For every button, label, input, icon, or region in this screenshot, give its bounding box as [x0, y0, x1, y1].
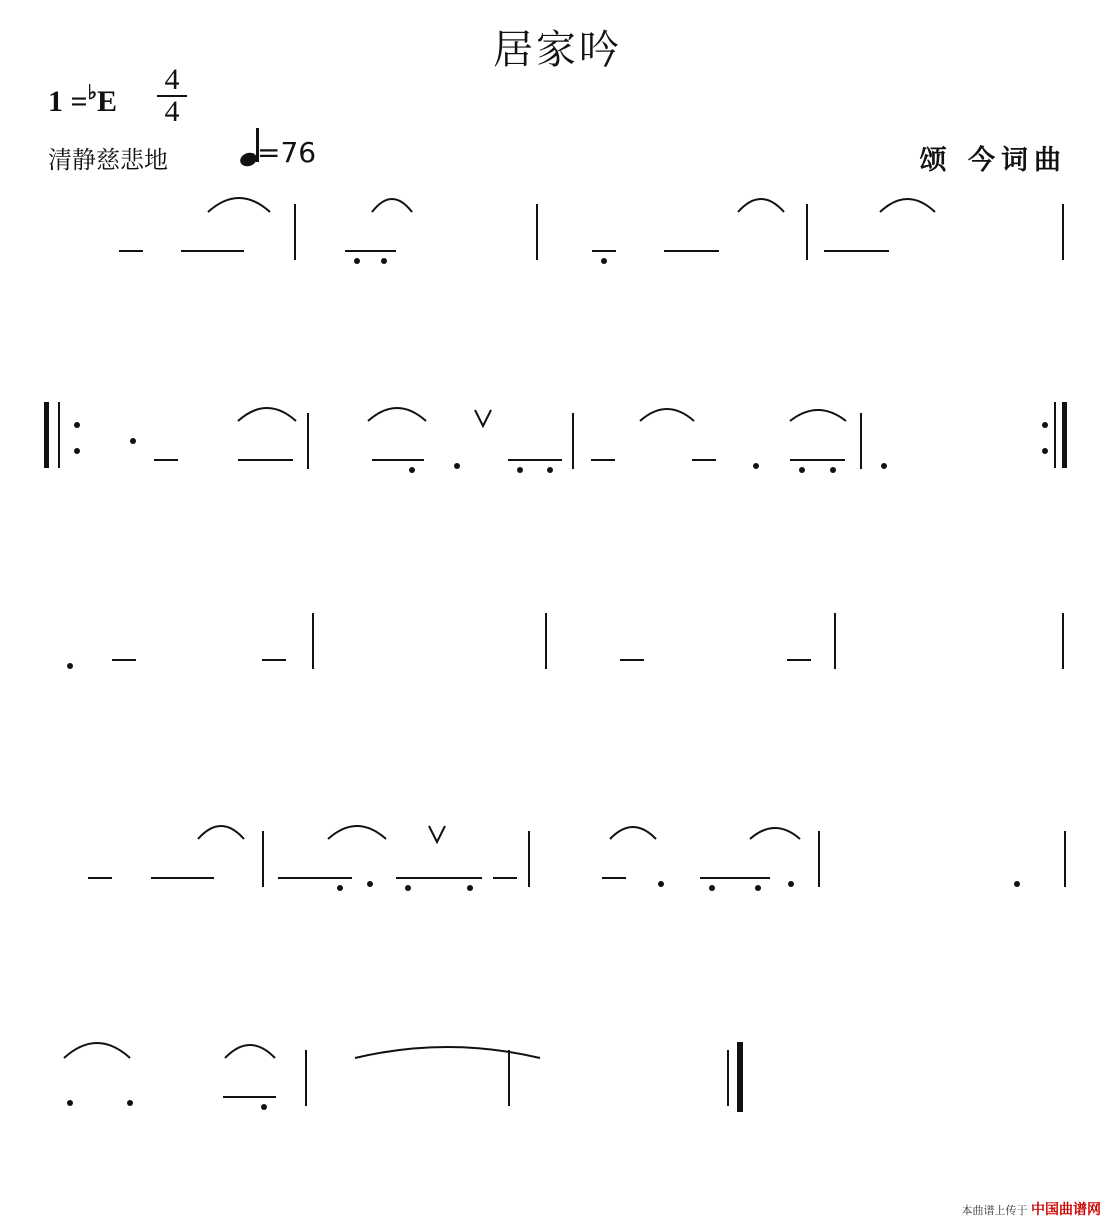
time-top: 4 — [164, 63, 180, 96]
tie-slur — [738, 199, 784, 212]
tie-slur — [880, 199, 935, 212]
tie-slur — [790, 410, 846, 421]
footer — [962, 1199, 1102, 1219]
key-flat: ♭ — [87, 82, 98, 104]
tie-slur — [198, 826, 244, 839]
tie-slur — [238, 408, 296, 421]
breath-mark — [475, 410, 491, 426]
tie-slur — [640, 409, 694, 421]
footer-text: 本曲谱上传于 — [961, 1204, 1028, 1217]
song-title: 居家吟 — [493, 27, 622, 73]
tie-slur — [610, 827, 656, 839]
tie-slur — [64, 1043, 130, 1058]
tie-slur — [355, 1047, 540, 1058]
tie-slur — [225, 1045, 275, 1058]
tie-slur — [372, 199, 412, 212]
tempo-value: =76 — [257, 136, 317, 169]
tie-slur — [368, 408, 426, 421]
time-bottom: 4 — [164, 95, 180, 128]
key-prefix: 1 = — [48, 85, 88, 118]
author-credit: 颂 今词曲 — [919, 145, 1067, 176]
tie-slur — [750, 828, 800, 839]
key-note: E — [97, 85, 118, 118]
tempo-expression: 清静慈悲地 — [48, 146, 168, 174]
tie-slur — [208, 198, 270, 212]
footer-site: 中国曲谱网 — [1031, 1202, 1101, 1218]
breath-mark — [429, 826, 445, 842]
tie-slur — [328, 826, 386, 839]
